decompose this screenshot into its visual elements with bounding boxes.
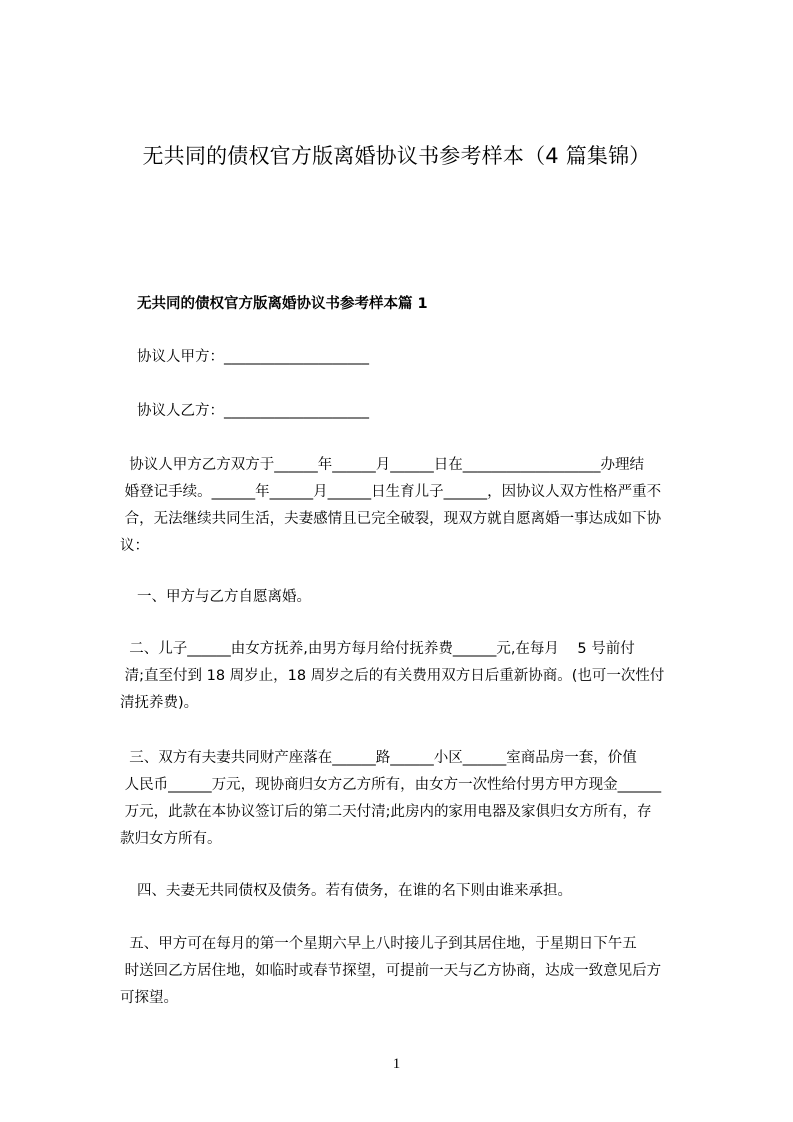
page-number: 1 (392, 1056, 401, 1072)
clause-2-line: 清抚养费)。 (120, 695, 199, 711)
clause-5-line: 时送回乙方居住地，如临时或春节探望，可提前一天与乙方协商，达成一致意见后方 (120, 963, 662, 979)
clause-5-line: 可探望。 (120, 990, 178, 1006)
intro-line: 合，无法继续共同生活，夫妻感情且已完全破裂，现双方就自愿离婚一事达成如下协 (120, 511, 662, 527)
party-a-field: 协议人甲方：____________________ (137, 349, 369, 365)
intro-line: 婚登记手续。______年______月______日生育儿子______，因协议人双方性格严重不 (120, 484, 662, 500)
clause-1: 一、甲方与乙方自愿离婚。 (137, 589, 311, 605)
clause-2-line: 二、儿子______由女方抚养,由男方每月给付抚养费______元,在每月 5 号前付 (120, 641, 635, 657)
clause-3-line: 人民币______万元，现协商归女方乙方所有，由女方一次性给付男方甲方现金______ (120, 777, 662, 793)
intro-line: 议： (120, 538, 149, 554)
document-title: 无共同的债权官方版离婚协议书参考样本（4 篇集锦） (142, 144, 651, 168)
clause-3-line: 款归女方所有。 (120, 831, 222, 847)
section-title: 无共同的债权官方版离婚协议书参考样本篇 1 (137, 296, 428, 312)
clause-3-line: 万元，此款在本协议签订后的第二天付清;此房内的家用电器及家俱归女方所有，存 (120, 804, 652, 820)
party-b-field: 协议人乙方：____________________ (137, 403, 369, 419)
intro-line: 协议人甲方乙方双方于______年______月______日在___________________办理结 (120, 457, 644, 473)
clause-3-line: 三、双方有夫妻共同财产座落在______路______小区______室商品房一套，价值 (120, 750, 637, 766)
clause-5-line: 五、甲方可在每月的第一个星期六早上八时接儿子到其居住地，于星期日下午五 (120, 936, 637, 952)
clause-4: 四、夫妻无共同债权及债务。若有债务，在谁的名下则由谁来承担。 (137, 883, 572, 899)
clause-2-line: 清;直至付到 18 周岁止，18 周岁之后的有关费用双方日后重新协商。(也可一次性付 (120, 668, 665, 684)
